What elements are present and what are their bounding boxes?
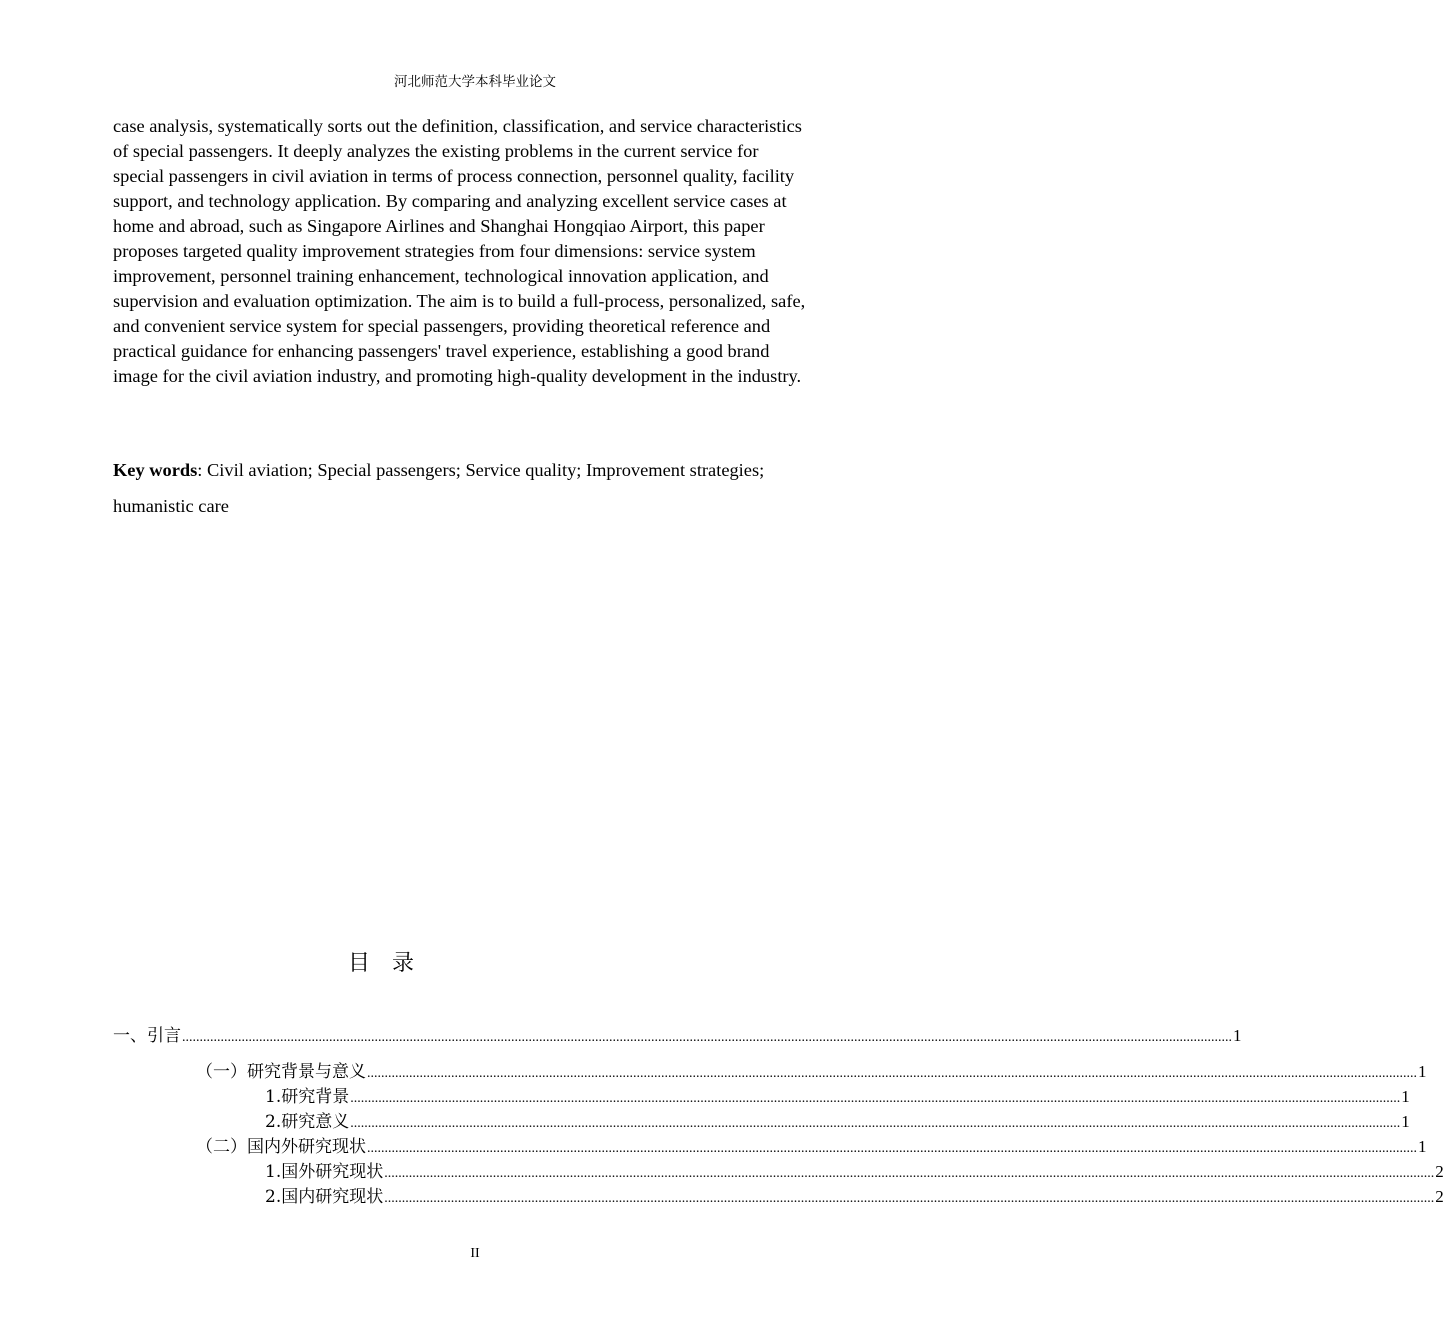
toc-entry-title: 研究背景: [281, 1087, 350, 1107]
toc-entry-number: 1.: [265, 1087, 282, 1107]
toc-entry-title: 研究背景与意义: [247, 1062, 366, 1082]
abstract-line: and convenient service system for special passengers, providing theoretical reference and: [113, 316, 771, 336]
keywords-label: Key words: [113, 460, 198, 480]
toc-entry-page: 2: [1435, 1187, 1444, 1206]
toc-entry-number: （二）: [196, 1137, 247, 1157]
toc-dot-leader: ............................................................................................................................................................................................................................................................................................................: [384, 1166, 1435, 1181]
abstract-line: practical guidance for enhancing passengers' travel experience, establishing a good brand: [113, 341, 770, 361]
toc-entry-number: 2.: [265, 1187, 282, 1207]
toc-entry-page: 1: [1418, 1062, 1427, 1081]
toc-entry[interactable]: [265, 1185, 1444, 1211]
keywords-line-2: humanistic care: [113, 496, 229, 516]
abstract-line: support, and technology application. By comparing and analyzing excellent service cases at: [113, 191, 787, 211]
abstract-line: improvement, personnel training enhancement, technological innovation application, and: [113, 266, 769, 286]
abstract-line: supervision and evaluation optimization. The aim is to build a full-process, personalized, safe,: [113, 291, 806, 311]
toc-entry-title: 引言: [147, 1026, 181, 1046]
toc-entry[interactable]: [265, 1110, 1410, 1136]
toc-entry-title: 国内外研究现状: [247, 1137, 366, 1157]
keywords-block: [113, 452, 838, 524]
toc-entry[interactable]: [196, 1135, 1427, 1161]
abstract-line: case analysis, systematically sorts out the definition, classification, and service characteristics: [113, 116, 802, 136]
abstract-line: special passengers in civil aviation in terms of process connection, personnel quality, facility: [113, 166, 795, 186]
toc-entry-page: 1: [1401, 1087, 1410, 1106]
toc-entry-title: 研究意义: [281, 1112, 350, 1132]
toc-entry-page: 2: [1435, 1162, 1444, 1181]
toc-entry-title: 国外研究现状: [281, 1162, 384, 1182]
abstract-line: of special passengers. It deeply analyzes the existing problems in the current service for: [113, 141, 759, 161]
toc-entry-page: 1: [1418, 1137, 1427, 1156]
toc-entry[interactable]: [196, 1060, 1427, 1086]
toc-dot-leader: ............................................................................................................................................................................................................................................................................................................: [367, 1066, 1417, 1081]
toc-title: 目录: [348, 951, 437, 976]
toc-dot-leader: ............................................................................................................................................................................................................................................................................................................: [350, 1116, 1401, 1131]
toc-entry-number: 2.: [265, 1112, 282, 1132]
toc-entry-number: 一、: [113, 1026, 147, 1046]
toc-dot-leader: ............................................................................................................................................................................................................................................................................................................: [367, 1141, 1417, 1156]
toc-entry[interactable]: [265, 1085, 1410, 1111]
toc-dot-leader: ............................................................................................................................................................................................................................................................................................................: [182, 1030, 1232, 1045]
toc-entry-title: 国内研究现状: [281, 1187, 384, 1207]
keywords-separator: :: [197, 460, 203, 480]
toc-dot-leader: ............................................................................................................................................................................................................................................................................................................: [384, 1191, 1435, 1206]
toc-dot-leader: ............................................................................................................................................................................................................................................................................................................: [350, 1091, 1401, 1106]
toc-entry-page: 1: [1233, 1026, 1242, 1045]
abstract-line: image for the civil aviation industry, and promoting high-quality development in the industry.: [113, 366, 802, 386]
toc-entry-page: 1: [1401, 1112, 1410, 1131]
abstract-line: home and abroad, such as Singapore Airlines and Shanghai Hongqiao Airport, this paper: [113, 216, 765, 236]
toc-entry-number: （一）: [196, 1062, 247, 1082]
running-header: 河北师范大学本科毕业论文: [394, 74, 556, 90]
toc-entry-number: 1.: [265, 1162, 282, 1182]
keywords-line-1: [113, 452, 838, 488]
abstract-line: proposes targeted quality improvement strategies from four dimensions: service system: [113, 241, 756, 261]
abstract-body: [113, 114, 838, 389]
toc-entry[interactable]: [113, 1024, 1242, 1050]
page-number: II: [470, 1246, 480, 1261]
keywords-list: Civil aviation; Special passengers; Service quality; Improvement strategies;: [202, 460, 765, 480]
toc-entry[interactable]: [265, 1160, 1444, 1186]
